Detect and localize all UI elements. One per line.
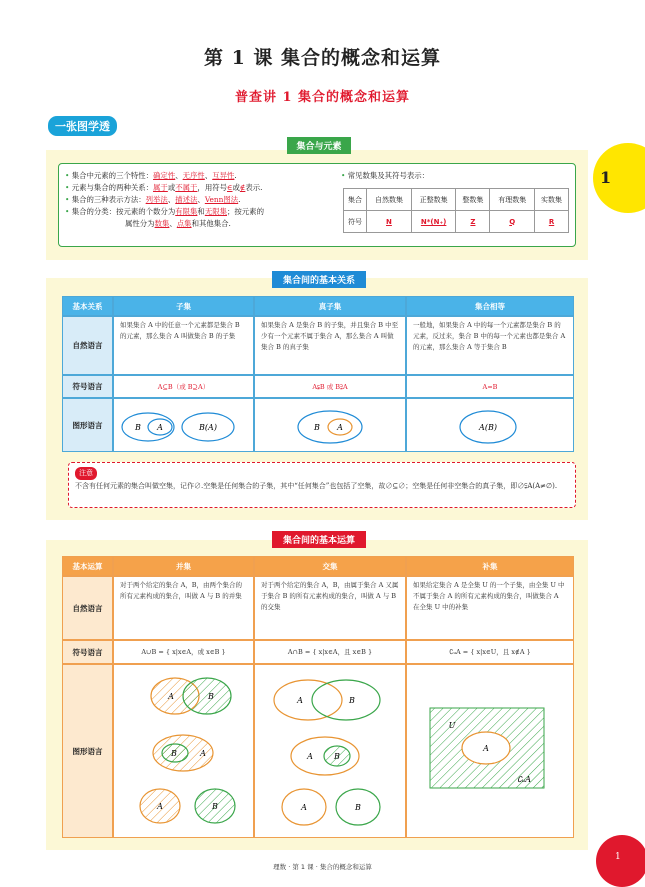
operation-symbol-2: ∁ᵤA = { x|x∈U，且 x∉A } [406, 640, 574, 664]
venn-complement [428, 706, 548, 792]
complement-label-u: U [448, 721, 456, 730]
operation-natural-0: 对于两个给定的集合 A，B，由两个集合的所有元素构成的集合，叫做 A 与 B 的并集 [113, 576, 254, 640]
relation-row-label-1: 符号语言 [62, 375, 113, 398]
table-header-1: 自然数集 [367, 189, 412, 211]
side-tab-number: 1 [600, 168, 612, 187]
proper-label-b: B [314, 423, 320, 432]
intersect1-b [312, 680, 380, 720]
elements-box [58, 163, 576, 247]
intersect3-label-a: A [301, 803, 307, 812]
relation-natural-0: 如果集合 A 中的任意一个元素都是集合 B 的元素，那么集合 A 叫做集合 B 的子集 [113, 316, 254, 375]
operation-symbol-0: A∪B = { x|x∈A，或 x∈B } [113, 640, 254, 664]
page-footer: 理数 · 第 1 课 · 集合的概念和运算 [273, 863, 372, 871]
page-subtitle: 普查讲 1 集合的概念和运算 [234, 90, 411, 105]
operation-row-label-0: 自然语言 [62, 576, 113, 640]
venn-subset [120, 405, 250, 449]
note-tag: 注意 [75, 467, 97, 480]
table-header-5: 实数集 [535, 189, 569, 211]
union3-label-a: A [157, 802, 163, 811]
set-symbol-0: N [367, 211, 412, 233]
operation-natural-2: 如果给定集合 A 是全集 U 的一个子集，由全集 U 中不属于集合 A 的所有元素构成的集合，叫做集合 A 在全集 U 中的补集 [406, 576, 574, 640]
box3-header: 集合间的基本运算 [272, 531, 366, 548]
intersect2-label-b: B [334, 752, 340, 761]
note-text: 不含有任何元素的集合叫做空集，记作∅.空集是任何集合的子集，其中“任何集合”也包括了空集，故∅⊆∅；空集是任何非空集合的真子集，即∅⫋A(A≠∅). [75, 482, 558, 490]
operation-col-header-0: 基本运算 [62, 556, 113, 576]
complement-label-cua: ∁ᵤA [516, 775, 532, 784]
operation-col-header-2: 交集 [254, 556, 406, 576]
relation-col-header-2: 真子集 [254, 296, 406, 316]
operation-natural-1: 对于两个给定的集合 A，B，由属于集合 A 又属于集合 B 的所有元素构成的集合，叫做 A 与 B 的交集 [254, 576, 406, 640]
operation-row-label-2: 图形语言 [62, 664, 113, 838]
relation-row-label-2: 图形语言 [62, 398, 113, 452]
element-fact-4: 属性分为数集、点集和其他集合. [125, 219, 231, 228]
set-symbol-3: Q [490, 211, 535, 233]
operation-col-header-3: 补集 [406, 556, 574, 576]
venn-union-1 [145, 672, 245, 720]
section-tag: 一张图学透 [48, 116, 117, 136]
common-sets-title: • 常见数集及其符号表示： [341, 171, 430, 180]
box2-header: 集合间的基本关系 [272, 271, 366, 288]
relation-symbol-1: A⫋B 或 B⫌A [254, 375, 406, 398]
subset-label-a: A [157, 423, 163, 432]
element-fact-0: • 集合中元素的三个特性：确定性、无序性、互异性. [65, 171, 237, 180]
intersect1-a [274, 680, 342, 720]
intersect3-label-b: B [355, 803, 361, 812]
union1-label-a: A [168, 692, 174, 701]
page-title: 第 1 课 集合的概念和运算 [203, 47, 442, 69]
element-fact-1: • 元素与集合的两种关系：属于或不属于，用符号∈或∉表示. [65, 183, 263, 192]
venn-proper-subset [295, 405, 375, 449]
table-header-2: 正整数集 [411, 189, 456, 211]
union1-label-b: B [208, 692, 214, 701]
intersect1-label-a: A [297, 696, 303, 705]
table-row-label: 符号 [344, 211, 367, 233]
relation-natural-2: 一般地，如果集合 A 中的每一个元素都是集合 B 的元素，反过来，集合 B 中的每一个元素也都是集合 A 的元素，那么集合 A 等于集合 B [406, 316, 574, 375]
set-symbol-4: R [535, 211, 569, 233]
relation-symbol-0: A⊆B（或 B⊇A） [113, 375, 254, 398]
equal-label: A(B) [479, 423, 497, 432]
table-header-0: 集合 [344, 189, 367, 211]
venn-intersect-2 [285, 733, 375, 779]
subset-label-b: B [135, 423, 141, 432]
table-header-3: 整数集 [456, 189, 490, 211]
subset-label-ba: B(A) [199, 423, 217, 432]
complement-label-a: A [483, 744, 489, 753]
table-header-4: 有理数集 [490, 189, 535, 211]
venn-intersect-3 [272, 785, 392, 829]
relation-col-header-1: 子集 [113, 296, 254, 316]
box1-header: 集合与元素 [287, 137, 351, 154]
union3-label-b: B [212, 802, 218, 811]
page-number: 1 [615, 852, 621, 862]
empty-set-note [68, 462, 576, 508]
relation-col-header-3: 集合相等 [406, 296, 574, 316]
operation-col-header-1: 并集 [113, 556, 254, 576]
relation-row-label-0: 自然语言 [62, 316, 113, 375]
number-set-table [343, 188, 569, 233]
venn-equal [458, 405, 538, 449]
union2-label-b: B [171, 749, 177, 758]
element-fact-3: • 集合的分类：按元素的个数分为有限集和无限集；按元素的 [65, 207, 264, 216]
relation-symbol-2: A=B [406, 375, 574, 398]
set-symbol-2: Z [456, 211, 490, 233]
intersect2-label-a: A [307, 752, 313, 761]
relation-natural-1: 如果集合 A 是集合 B 的子集，并且集合 B 中至少有一个元素不属于集合 A，那么集合 A 叫做集合 B 的真子集 [254, 316, 406, 375]
venn-intersect-1 [268, 676, 388, 724]
venn-union-3 [135, 785, 240, 827]
union1-b [183, 678, 231, 714]
operation-row-label-1: 符号语言 [62, 640, 113, 664]
element-fact-2: • 集合的三种表示方法：列举法、描述法、Venn图法. [65, 195, 241, 204]
relation-col-header-0: 基本关系 [62, 296, 113, 316]
operation-symbol-1: A∩B = { x|x∈A，且 x∈B } [254, 640, 406, 664]
set-symbol-1: N*(N₊) [411, 211, 456, 233]
union2-label-a: A [200, 749, 206, 758]
venn-union-2 [143, 731, 233, 775]
proper-label-a: A [337, 423, 343, 432]
intersect1-label-b: B [349, 696, 355, 705]
